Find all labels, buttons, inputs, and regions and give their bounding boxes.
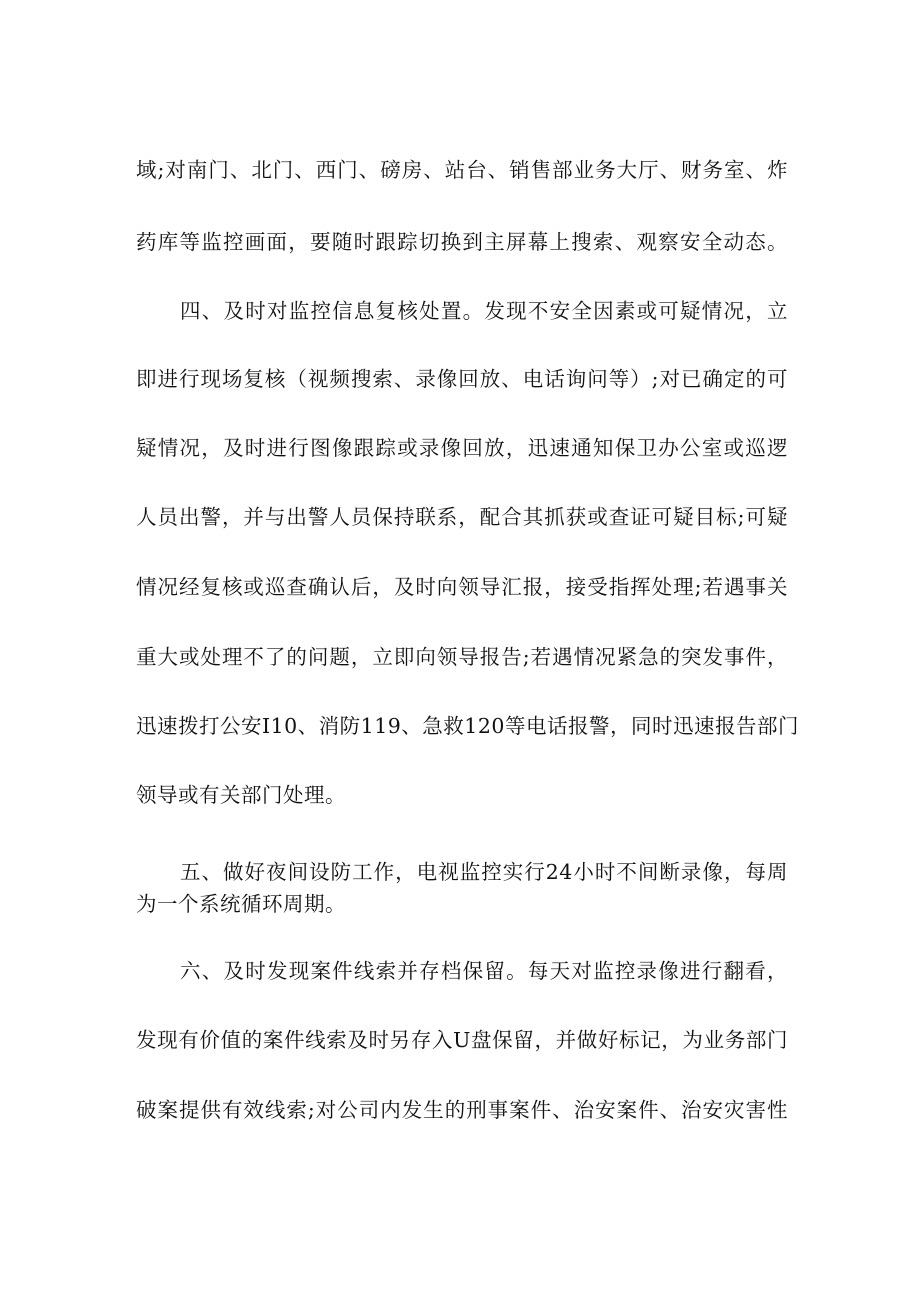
text-line: 领导或有关部门处理。 <box>136 783 346 807</box>
text-line: 破案提供有效线索;对公司内发生的刑事案件、治安案件、治安灾害性 <box>136 1098 788 1122</box>
text-line: 域;对南门、北门、西门、磅房、站台、销售部业务大厅、财务室、炸 <box>136 158 788 182</box>
text-line: 重大或处理不了的问题，立即向领导报告;若遇情况紧急的突发事件， <box>136 645 788 669</box>
paragraph-5-start: 五、做好夜间设防工作，电视监控实行24小时不间断录像，每周 <box>180 860 788 884</box>
paragraph-6-start: 六、及时发现案件线索并存档保留。每天对监控录像进行翻看， <box>180 959 788 983</box>
text-line: 发现有价值的案件线索及时另存入U盘保留，并做好标记，为业务部门 <box>136 1028 788 1052</box>
text-line: 情况经复核或巡查确认后，及时向领导汇报，接受指挥处理;若遇事关 <box>136 575 788 599</box>
text-line: 人员出警，并与出警人员保持联系，配合其抓获或查证可疑目标;可疑 <box>136 505 788 529</box>
text-line: 疑情况，及时进行图像跟踪或录像回放，迅速通知保卫办公室或巡逻 <box>136 436 788 460</box>
text-line: 即进行现场复核（视频搜索、录像回放、电话询问等）;对已确定的可 <box>136 367 788 391</box>
text-line: 药库等监控画面，要随时跟踪切换到主屏幕上搜索、观察安全动态。 <box>136 230 788 254</box>
text-line: 迅速拨打公安I10、消防119、急救120等电话报警，同时迅速报告部门 <box>136 714 799 738</box>
text-line: 为一个系统循环周期。 <box>136 892 346 916</box>
paragraph-4-start: 四、及时对监控信息复核处置。发现不安全因素或可疑情况，立 <box>180 299 788 323</box>
